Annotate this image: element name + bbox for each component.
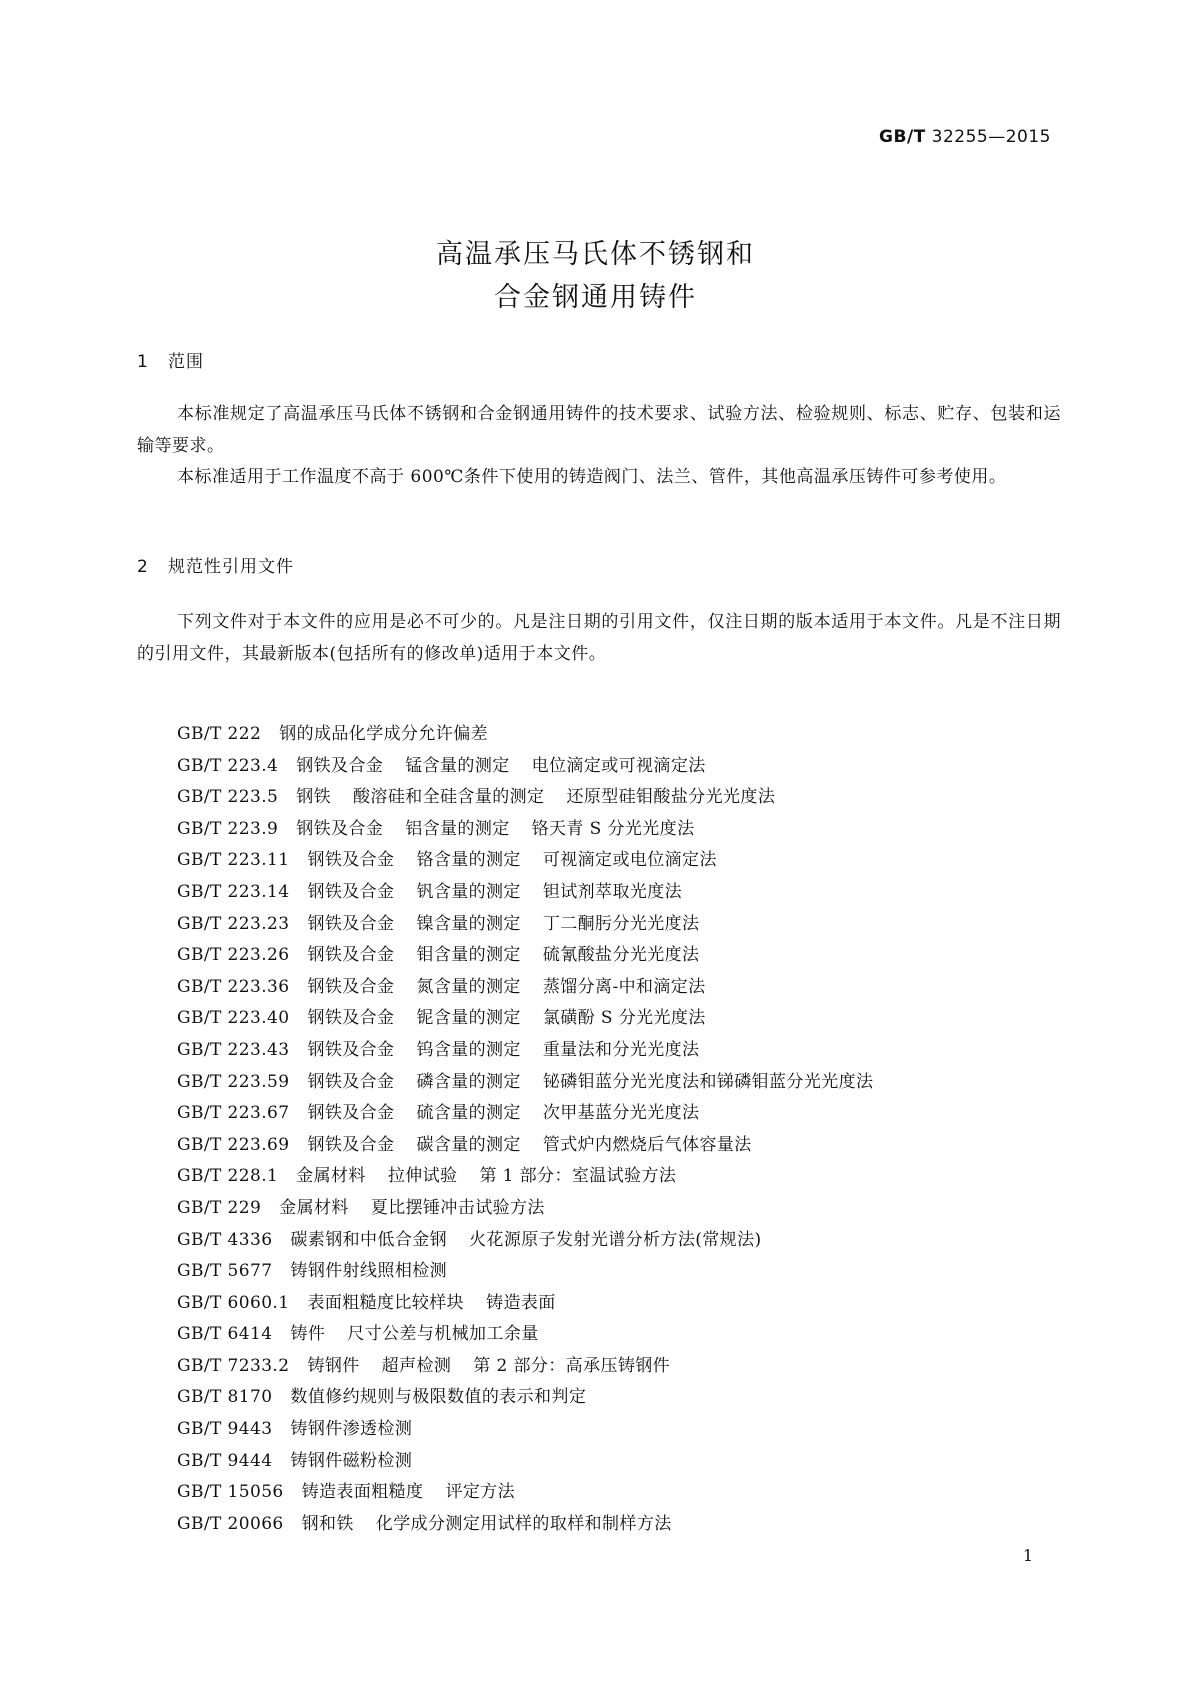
reference-title-part: 钢铁及合金 [296, 818, 384, 839]
reference-code: GB/T 223.9 [177, 818, 279, 839]
reference-title-part: 铸件 [290, 1324, 326, 1345]
reference-title-part: 金属材料 [279, 1197, 349, 1218]
reference-title-part: 拉伸试验 [387, 1166, 458, 1187]
reference-title-part: 钢铁及合金 [307, 1008, 395, 1029]
reference-title-part: 丁二酮肟分光光度法 [542, 913, 700, 934]
reference-code: GB/T 223.4 [177, 755, 279, 776]
document-title-line1: 高温承压马氏体不锈钢和 [436, 239, 755, 270]
reference-title-part: 钢和铁 [301, 1513, 354, 1534]
reference-code: GB/T 223.14 [177, 881, 290, 902]
reference-item [177, 1509, 895, 1541]
reference-title-part: 铬天青 S 分光光度法 [531, 818, 695, 839]
reference-title-part: 表面粗糙度比较样块 [307, 1292, 465, 1313]
reference-code: GB/T 6060.1 [177, 1292, 290, 1313]
reference-item [177, 1130, 895, 1162]
page-number: 1 [1022, 1546, 1033, 1565]
section-number: 1 [137, 352, 149, 372]
reference-title-part: 数值修约规则与极限数值的表示和判定 [290, 1387, 587, 1408]
reference-code: GB/T 223.40 [177, 1008, 290, 1029]
reference-code: GB/T 223.36 [177, 976, 290, 997]
reference-title-part: 硫氰酸盐分光光度法 [542, 945, 700, 966]
reference-title-part: 钨含量的测定 [416, 1039, 521, 1060]
section-1-heading [137, 347, 204, 372]
reference-code: GB/T 222 [177, 724, 262, 744]
reference-title-part: 钢铁及合金 [307, 1103, 395, 1124]
reference-title-part: 管式炉内燃烧后气体容量法 [542, 1134, 752, 1155]
reference-item [177, 1319, 895, 1351]
reference-item [177, 877, 895, 909]
reference-item [177, 1067, 895, 1099]
reference-title-part: 钢铁及合金 [307, 945, 395, 966]
reference-list [177, 719, 895, 1540]
reference-title-part: 夏比摆锤冲击试验方法 [370, 1197, 545, 1218]
reference-code: GB/T 9443 [177, 1419, 273, 1440]
reference-title-part: 火花源原子发射光谱分析方法(常规法) [469, 1229, 762, 1250]
reference-code: GB/T 15056 [177, 1482, 284, 1503]
section-number: 2 [137, 557, 149, 577]
scope-paragraph-1: 本标准规定了高温承压马氏体不锈钢和合金钢通用铸件的技术要求、试验方法、检验规则、标志、贮存、包装和运输等要求。 [137, 404, 1061, 456]
reference-item [177, 1161, 895, 1193]
section-2-heading [137, 552, 294, 577]
reference-item [177, 1003, 895, 1035]
reference-title-part: 碳含量的测定 [416, 1134, 521, 1155]
reference-code: GB/T 8170 [177, 1387, 273, 1408]
reference-title-part: 电位滴定或可视滴定法 [531, 755, 706, 776]
reference-code: GB/T 229 [177, 1197, 262, 1218]
reference-title-part: 第 1 部分：室温试验方法 [479, 1166, 677, 1187]
reference-code: GB/T 7233.2 [177, 1355, 290, 1376]
reference-code: GB/T 20066 [177, 1513, 284, 1534]
standard-code: 32255—2015 [931, 127, 1051, 147]
reference-title-part: 钽试剂萃取光度法 [542, 881, 683, 902]
reference-title-part: 钢铁及合金 [307, 1071, 395, 1092]
reference-title-part: 锰含量的测定 [405, 755, 510, 776]
reference-code: GB/T 9444 [177, 1450, 273, 1471]
references-intro: 下列文件对于本文件的应用是必不可少的。凡是注日期的引用文件，仅注日期的版本适用于本文件。凡是不注日期的引用文件，其最新版本(包括所有的修改单)适用于本文件。 [137, 612, 1061, 664]
reference-item [177, 814, 895, 846]
reference-item [177, 1288, 895, 1320]
reference-code: GB/T 223.23 [177, 913, 290, 934]
document-title-line2: 合金钢通用铸件 [494, 282, 697, 313]
reference-title-part: 钢铁 [296, 787, 332, 808]
reference-code: GB/T 223.59 [177, 1071, 290, 1092]
reference-title-part: 铸钢件磁粉检测 [290, 1450, 413, 1471]
reference-title-part: 次甲基蓝分光光度法 [542, 1103, 700, 1124]
reference-title-part: 钢铁及合金 [296, 755, 384, 776]
reference-code: GB/T 223.69 [177, 1134, 290, 1155]
reference-title-part: 评定方法 [445, 1482, 516, 1503]
reference-title-part: 磷含量的测定 [416, 1071, 521, 1092]
reference-title-part: 尺寸公差与机械加工余量 [347, 1324, 539, 1345]
reference-title-part: 铸钢件射线照相检测 [290, 1261, 448, 1282]
reference-title-part: 铸造表面粗糙度 [301, 1482, 424, 1503]
reference-item [177, 1446, 895, 1478]
reference-title-part: 钢铁及合金 [307, 976, 395, 997]
reference-item [177, 1256, 895, 1288]
reference-item [177, 1225, 895, 1257]
reference-code: GB/T 223.26 [177, 945, 290, 966]
reference-title-part: 钒含量的测定 [416, 881, 521, 902]
reference-item [177, 845, 895, 877]
reference-item [177, 972, 895, 1004]
reference-title-part: 钼含量的测定 [416, 945, 521, 966]
section-title: 规范性引用文件 [168, 557, 294, 577]
reference-item [177, 1351, 895, 1383]
reference-code: GB/T 223.67 [177, 1103, 290, 1124]
reference-code: GB/T 228.1 [177, 1166, 279, 1187]
reference-code: GB/T 223.11 [177, 850, 290, 871]
reference-code: GB/T 6414 [177, 1324, 273, 1345]
reference-title-part: 酸溶硅和全硅含量的测定 [353, 787, 545, 808]
reference-title-part: 氯磺酚 S 分光光度法 [542, 1008, 706, 1029]
reference-title-part: 钢铁及合金 [307, 1039, 395, 1060]
standard-prefix: GB/T [879, 127, 926, 147]
reference-item [177, 909, 895, 941]
reference-title-part: 金属材料 [296, 1166, 366, 1187]
reference-title-part: 钢的成品化学成分允许偏差 [279, 724, 489, 744]
reference-item [177, 782, 895, 814]
reference-title-part: 氮含量的测定 [416, 976, 521, 997]
scope-paragraph-2: 本标准适用于工作温度不高于 600℃条件下使用的铸造阀门、法兰、管件，其他高温承压铸件可参考使用。 [177, 467, 1007, 487]
reference-title-part: 铋磷钼蓝分光光度法和锑磷钼蓝分光光度法 [542, 1071, 874, 1092]
reference-item [177, 1098, 895, 1130]
reference-item [177, 1193, 895, 1225]
reference-code: GB/T 5677 [177, 1261, 273, 1282]
reference-item [177, 1477, 895, 1509]
reference-title-part: 重量法和分光光度法 [542, 1039, 700, 1060]
reference-item [177, 1382, 895, 1414]
reference-title-part: 还原型硅钼酸盐分光光度法 [566, 787, 776, 808]
reference-title-part: 钢铁及合金 [307, 1134, 395, 1155]
reference-item [177, 751, 895, 783]
reference-title-part: 碳素钢和中低合金钢 [290, 1229, 448, 1250]
reference-title-part: 蒸馏分离-中和滴定法 [542, 976, 706, 997]
section-title: 范围 [168, 352, 204, 372]
reference-title-part: 第 2 部分：高承压铸钢件 [473, 1355, 671, 1376]
reference-title-part: 铌含量的测定 [416, 1008, 521, 1029]
reference-code: GB/T 4336 [177, 1229, 273, 1250]
reference-title-part: 可视滴定或电位滴定法 [542, 850, 717, 871]
reference-title-part: 铬含量的测定 [416, 850, 521, 871]
reference-title-part: 化学成分测定用试样的取样和制样方法 [375, 1513, 672, 1534]
reference-item [177, 1414, 895, 1446]
reference-title-part: 铸钢件 [307, 1355, 360, 1376]
reference-item [177, 1035, 895, 1067]
reference-code: GB/T 223.5 [177, 787, 279, 808]
reference-title-part: 镍含量的测定 [416, 913, 521, 934]
reference-item [177, 719, 895, 751]
standard-number [879, 127, 1051, 147]
reference-item [177, 940, 895, 972]
reference-title-part: 钢铁及合金 [307, 881, 395, 902]
reference-title-part: 硫含量的测定 [416, 1103, 521, 1124]
reference-title-part: 钢铁及合金 [307, 913, 395, 934]
reference-title-part: 铸钢件渗透检测 [290, 1419, 413, 1440]
reference-code: GB/T 223.43 [177, 1039, 290, 1060]
reference-title-part: 超声检测 [381, 1355, 452, 1376]
reference-title-part: 铝含量的测定 [405, 818, 510, 839]
reference-title-part: 钢铁及合金 [307, 850, 395, 871]
reference-title-part: 铸造表面 [486, 1292, 556, 1313]
